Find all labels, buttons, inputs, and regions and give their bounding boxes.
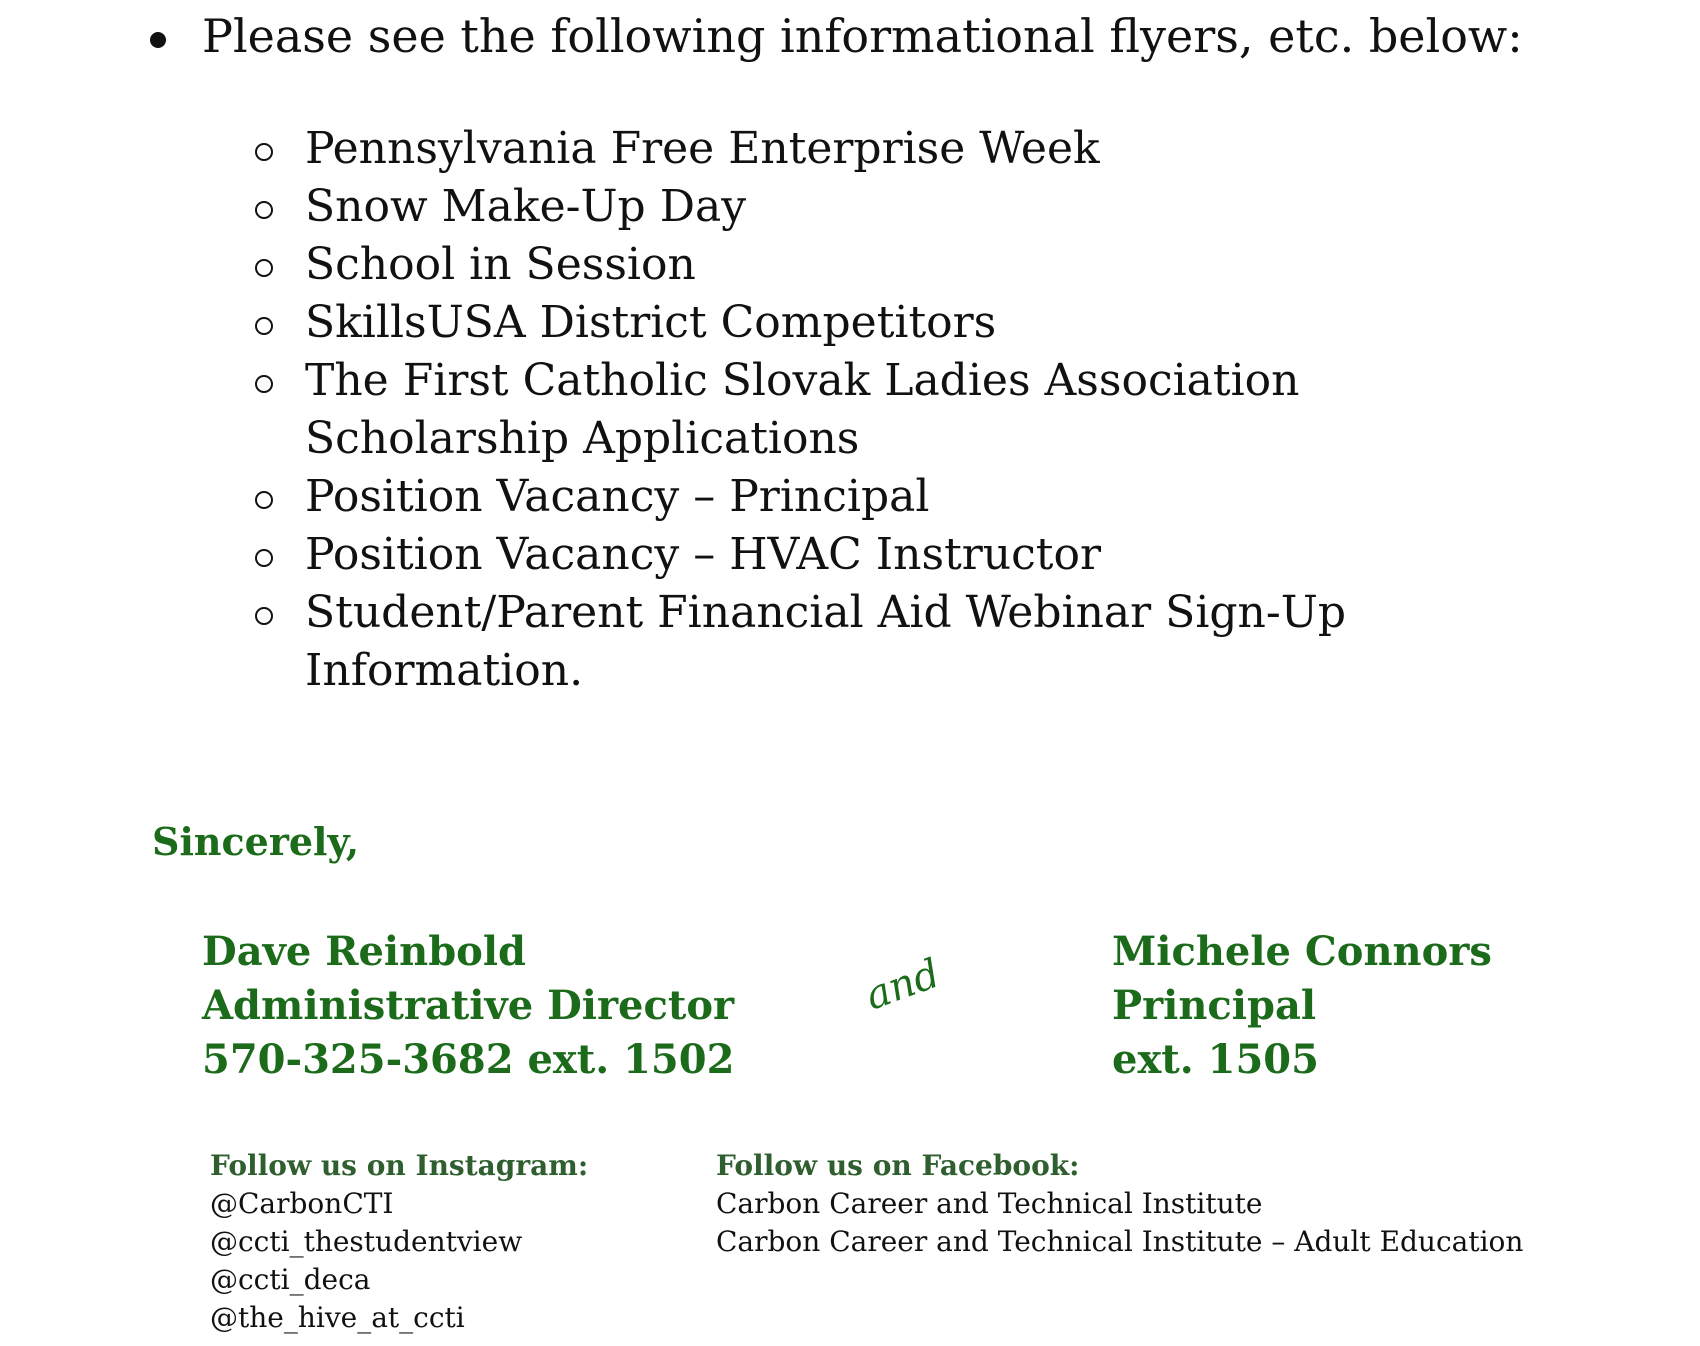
signer-phone: 570-325-3682 ext. 1502: [202, 1036, 735, 1083]
list-item: [255, 294, 1555, 352]
instagram-handle: @ccti_thestudentview: [210, 1225, 523, 1258]
flyer-item-label: Snow Make-Up Day: [305, 181, 747, 232]
flyer-item-label: SkillsUSA District Competitors: [305, 297, 997, 348]
signer-phone: ext. 1505: [1112, 1036, 1319, 1083]
facebook-section: [716, 1147, 1523, 1261]
signer-title: Principal: [1112, 982, 1317, 1029]
intro-text: Please see the following informational flyers, etc. below:: [202, 9, 1523, 63]
flyer-item-label: The First Catholic Slovak Ladies Association Scholarship Applications: [305, 355, 1300, 464]
hollow-circle-bullet-icon: [255, 607, 273, 625]
flyer-item-label: School in Session: [305, 239, 696, 290]
instagram-handle: @the_hive_at_ccti: [210, 1301, 465, 1334]
signer-title: Administrative Director: [202, 982, 735, 1029]
hollow-circle-bullet-icon: [255, 549, 273, 567]
hollow-circle-bullet-icon: [255, 143, 273, 161]
flyer-list: [255, 120, 1555, 700]
flyer-item-label: Student/Parent Financial Aid Webinar Sign-Up Information.: [305, 587, 1347, 696]
instagram-heading: Follow us on Instagram:: [210, 1149, 589, 1182]
hollow-circle-bullet-icon: [255, 259, 273, 277]
signer-name: Dave Reinbold: [202, 928, 527, 975]
list-item: [255, 526, 1555, 584]
signature-left: [202, 925, 734, 1087]
instagram-section: [210, 1147, 588, 1337]
instagram-handle: @CarbonCTI: [210, 1187, 394, 1220]
flyer-item-label: Position Vacancy – Principal: [305, 471, 930, 522]
signer-name: Michele Connors: [1112, 928, 1492, 975]
instagram-handle: @ccti_deca: [210, 1263, 371, 1296]
facebook-page: Carbon Career and Technical Institute – Adult Education: [716, 1225, 1524, 1258]
list-item: [255, 178, 1555, 236]
hollow-circle-bullet-icon: [255, 375, 273, 393]
hollow-circle-bullet-icon: [255, 201, 273, 219]
list-item: [255, 352, 1555, 468]
list-item: [255, 468, 1555, 526]
signature-connector: and: [859, 950, 946, 1020]
facebook-page: Carbon Career and Technical Institute: [716, 1187, 1263, 1220]
list-item: [255, 236, 1555, 294]
hollow-circle-bullet-icon: [255, 317, 273, 335]
closing-salutation: Sincerely,: [152, 819, 360, 864]
flyer-item-label: Pennsylvania Free Enterprise Week: [305, 123, 1100, 174]
hollow-circle-bullet-icon: [255, 491, 273, 509]
flyer-item-label: Position Vacancy – HVAC Instructor: [305, 529, 1101, 580]
signature-right: [1112, 925, 1492, 1087]
facebook-heading: Follow us on Facebook:: [716, 1149, 1080, 1182]
bullet-dot-icon: [150, 32, 166, 48]
list-item: [255, 584, 1555, 700]
list-item: [255, 120, 1555, 178]
